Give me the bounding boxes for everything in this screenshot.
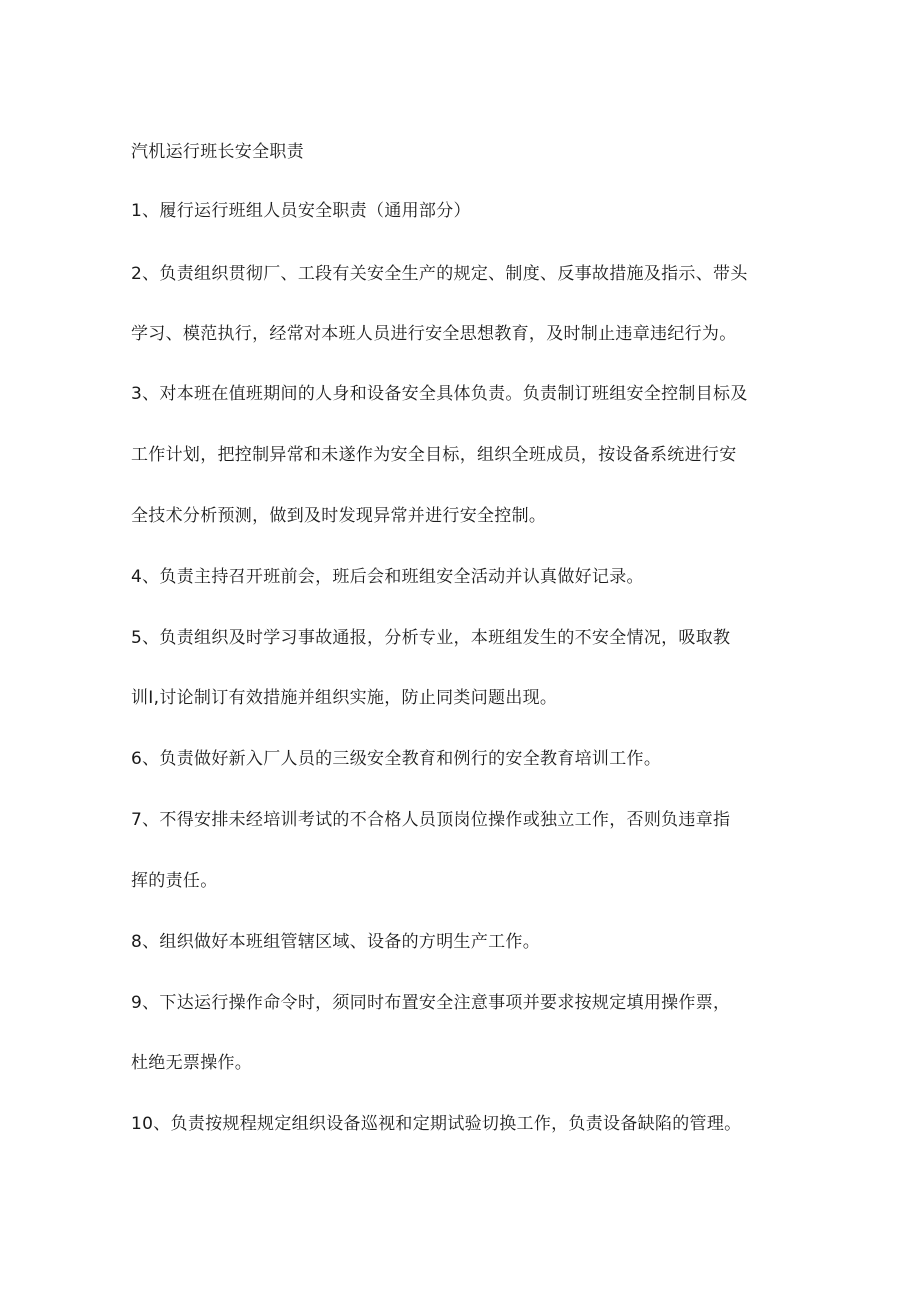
text-line-4: 3、对本班在值班期间的人身和设备安全具体负责。负责制订班组安全控制目标及	[131, 384, 748, 404]
text-line-2: 2、负责组织贯彻厂、工段有关安全生产的规定、制度、反事故措施及指示、带头	[131, 264, 748, 284]
text-line-11: 7、不得安排未经培训考试的不合格人员顶岗位操作或独立工作，否则负违章指	[131, 810, 731, 830]
text-line-8: 5、负责组织及时学习事故通报，分析专业，本班组发生的不安全情况，吸取教	[131, 628, 731, 648]
text-line-13: 8、组织做好本班组管辖区域、设备的方明生产工作。	[131, 932, 541, 952]
text-line-12: 挥的责任。	[131, 871, 218, 891]
text-line-10: 6、负责做好新入厂人员的三级安全教育和例行的安全教育培训工作。	[131, 749, 662, 769]
text-line-6: 全技术分析预测，做到及时发现异常并进行安全控制。	[131, 506, 547, 526]
text-line-16: 10、负责按规程规定组织设备巡视和定期试验切换工作，负责设备缺陷的管理。	[131, 1114, 742, 1134]
text-line-3: 学习、模范执行，经常对本班人员进行安全思想教育，及时制止违章违纪行为。	[131, 324, 737, 344]
text-line-5: 工作计划，把控制异常和未遂作为安全目标，组织全班成员，按设备系统进行安	[131, 445, 737, 465]
text-line-15: 杜绝无票操作。	[131, 1053, 253, 1073]
document-title: 汽机运行班长安全职责	[131, 142, 304, 162]
text-line-7: 4、负责主持召开班前会，班后会和班组安全活动并认真做好记录。	[131, 567, 644, 587]
text-line-1: 1、履行运行班组人员安全职责（通用部分）	[131, 201, 471, 221]
text-line-9: 训I,讨论制订有效措施并组织实施，防止同类问题出现。	[131, 688, 558, 708]
text-line-14: 9、下达运行操作命令时，须同时布置安全注意事项并要求按规定填用操作票，	[131, 993, 731, 1013]
